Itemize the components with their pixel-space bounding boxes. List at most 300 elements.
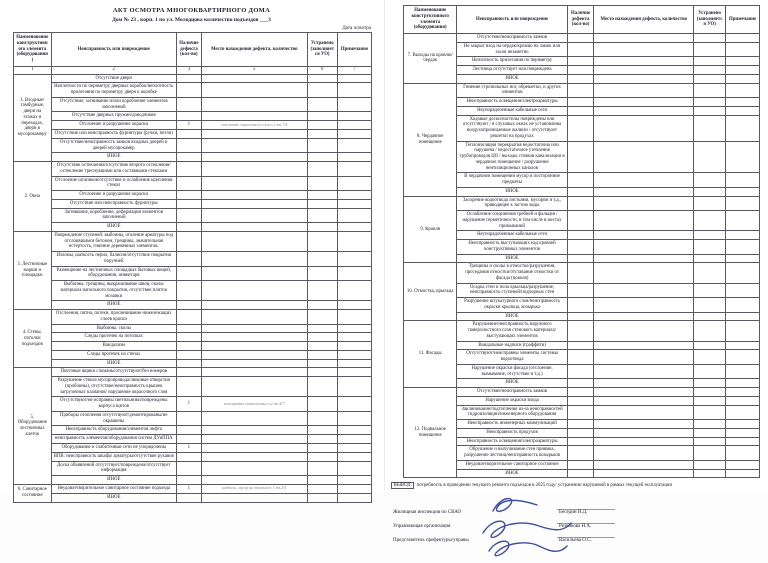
- defect-cell: ИНОЕ: [51, 153, 176, 162]
- qty-cell: [176, 301, 201, 310]
- table-row: [14, 397, 372, 412]
- fixed-cell: [307, 493, 337, 502]
- note-cell: [726, 263, 760, 283]
- note-cell: [337, 130, 371, 139]
- element-cell: 8. Чердачное помещение: [404, 83, 457, 196]
- fixed-cell: [307, 452, 337, 461]
- location-cell: [201, 112, 307, 121]
- location-cell: неисправны светильники п.2 эт.4/7: [201, 397, 307, 412]
- table-row: [14, 452, 372, 461]
- element-cell: 5. Оборудование лестничных клеток: [14, 368, 52, 485]
- defect-cell: Отсутствие остекления/отсутствие второго остекления/остекление треснувшими или составными стеклами: [51, 162, 176, 177]
- table-row: [404, 364, 760, 379]
- table-row: [404, 106, 760, 115]
- location-cell: [594, 74, 694, 83]
- defect-cell: Разрушение штукатурного слоя/неисправность окраски крыльца, козырька: [457, 298, 567, 313]
- note-cell: [337, 368, 371, 377]
- location-cell: [594, 469, 694, 478]
- note-cell: [337, 435, 371, 444]
- table-row: [14, 368, 372, 377]
- table-row: [404, 98, 760, 107]
- fixed-cell: [694, 66, 726, 75]
- qty-cell: [176, 223, 201, 232]
- fixed-cell: [307, 342, 337, 351]
- table-row: [404, 42, 760, 57]
- defect-cell: Отслоение штапиков/отсутствие и ослабление крепления стекол: [51, 176, 176, 191]
- table-row: [14, 191, 372, 200]
- note-cell: [337, 231, 371, 251]
- table-row: [14, 342, 372, 351]
- fixed-cell: [307, 301, 337, 310]
- defect-cell: Отсутствие/неисправность замков входных дверей и дверей мусорокамер: [51, 138, 176, 153]
- table-row: [404, 141, 760, 173]
- doc-subtitle: Дом № 23 , корп. 1 по ул. Молодцова количество подъездов ___3: [112, 17, 271, 23]
- table-row: [14, 97, 372, 112]
- note-cell: [337, 176, 371, 191]
- table-row: [404, 321, 760, 341]
- note-cell: [726, 173, 760, 188]
- fixed-cell: [694, 106, 726, 115]
- qty-cell: [176, 324, 201, 333]
- note-cell: [726, 420, 760, 429]
- location-cell: [201, 359, 307, 368]
- fixed-cell: [307, 377, 337, 397]
- fixed-cell: [694, 74, 726, 83]
- location-cell: отслоение окрасочного слоя п.2 эт.7/4: [201, 121, 307, 130]
- element-cell: 11. Фасады: [404, 321, 457, 388]
- note-cell: [337, 461, 371, 476]
- column-number: 1: [14, 66, 52, 74]
- element-cell: 4. Стены, потолки подъездов: [14, 310, 52, 368]
- qty-cell: [567, 34, 594, 43]
- note-cell: [337, 162, 371, 177]
- qty-cell: [567, 263, 594, 283]
- defect-cell: Неисправность освещения/электроарматуры: [457, 98, 567, 107]
- note-cell: [337, 359, 371, 368]
- note-cell: [726, 196, 760, 211]
- column-header: Неисправность или повреждение: [51, 33, 176, 67]
- location-cell: [594, 405, 694, 420]
- location-cell: [201, 411, 307, 426]
- qty-cell: [176, 350, 201, 359]
- qty-cell: [176, 461, 201, 476]
- element-cell: 2. Окна: [14, 162, 52, 232]
- location-cell: [594, 141, 694, 173]
- note-cell: [337, 153, 371, 162]
- fixed-cell: [307, 461, 337, 476]
- defect-cell: ИНОЕ: [51, 223, 176, 232]
- element-cell: 12. Подвальное помещение: [404, 388, 457, 478]
- note-cell: [726, 211, 760, 231]
- note-cell: [337, 411, 371, 426]
- note-cell: [337, 350, 371, 359]
- location-cell: [594, 98, 694, 107]
- signature-row: [393, 523, 693, 529]
- defect-cell: Неудовлетворительное санитарное состояние: [457, 460, 567, 469]
- table-row: [14, 130, 372, 139]
- table-row: [14, 83, 372, 98]
- column-number: 6: [307, 66, 337, 74]
- element-cell: 10. Отмостка, крыльца: [404, 263, 457, 321]
- defect-cell: Отсутствуют/не исправны светильники/повреждены корпуса щитов: [51, 397, 176, 412]
- qty-cell: [176, 493, 201, 502]
- fixed-cell: [307, 281, 337, 301]
- defect-cell: Отслоение и разрушение окраски: [51, 191, 176, 200]
- location-cell: [594, 341, 694, 350]
- location-cell: [201, 74, 307, 83]
- note-cell: [337, 397, 371, 412]
- location-cell: [201, 435, 307, 444]
- table-row: [14, 74, 372, 83]
- document-page-1: [0, 0, 383, 500]
- table-row: [14, 426, 372, 435]
- location-cell: [201, 333, 307, 342]
- qty-cell: [176, 342, 201, 351]
- qty-cell: [567, 211, 594, 231]
- note-cell: [337, 121, 371, 130]
- note-cell: [337, 83, 371, 98]
- fixed-cell: [694, 254, 726, 263]
- note-cell: [726, 379, 760, 388]
- fixed-cell: [307, 153, 337, 162]
- table-row: [14, 199, 372, 208]
- qty-cell: [176, 281, 201, 301]
- column-number: 7: [337, 66, 371, 74]
- defect-cell: ИНОЕ: [457, 379, 567, 388]
- defect-cell: Не закрыт вход на чердак/кровлю на замок или засов незаметно: [457, 42, 567, 57]
- qty-cell: [176, 476, 201, 485]
- qty-cell: [567, 446, 594, 461]
- fixed-cell: [307, 231, 337, 251]
- column-header: Примечание: [337, 33, 371, 67]
- note-cell: [337, 324, 371, 333]
- column-header: Место нахождения дефекта, количество: [201, 33, 307, 67]
- note-cell: [337, 74, 371, 83]
- qty-cell: [567, 83, 594, 98]
- table-row: [404, 379, 760, 388]
- table-header: [14, 33, 372, 75]
- defect-cell: Размещение на лестничных площадках бытовых вещей, оборудования, инвентаря: [51, 266, 176, 281]
- defect-cell: В чердачном помещении мусор и посторонние предметы: [457, 173, 567, 188]
- location-cell: [201, 350, 307, 359]
- fixed-cell: [307, 350, 337, 359]
- defect-cell: ИНОЕ: [457, 312, 567, 321]
- location-cell: [201, 301, 307, 310]
- qty-cell: [567, 173, 594, 188]
- location-cell: [201, 443, 307, 452]
- table-row: [404, 341, 760, 350]
- conclusion-line: [391, 483, 765, 489]
- note-cell: [726, 141, 760, 173]
- table-row: [14, 162, 372, 177]
- location-cell: [594, 388, 694, 397]
- defect-cell: Приборы отопления отсутствуют/демонтированы/не окрашены: [51, 411, 176, 426]
- note-cell: [726, 240, 760, 255]
- table-row: [14, 350, 372, 359]
- qty-cell: [176, 333, 201, 342]
- location-cell: [201, 368, 307, 377]
- defect-cell: ИНОЕ: [51, 493, 176, 502]
- fixed-cell: [694, 83, 726, 98]
- fixed-cell: [307, 138, 337, 153]
- column-header: Наличие дефекта (кол-во): [176, 33, 201, 67]
- table-body: [404, 34, 760, 478]
- qty-cell: [567, 57, 594, 66]
- note-cell: [726, 83, 760, 98]
- note-cell: [337, 377, 371, 397]
- table-row: [14, 223, 372, 232]
- note-cell: [726, 98, 760, 107]
- location-cell: [201, 97, 307, 112]
- fixed-cell: [307, 162, 337, 177]
- qty-cell: [176, 435, 201, 444]
- table-row: [404, 231, 760, 240]
- qty-cell: [567, 379, 594, 388]
- qty-cell: [567, 115, 594, 141]
- table-row: [14, 231, 372, 251]
- defect-cell: Разрушение/неисправность наружного поверхностного слоя стенового материала/выступающих элементов: [457, 321, 567, 341]
- location-cell: [201, 310, 307, 325]
- note-cell: [726, 350, 760, 365]
- table-row: [14, 153, 372, 162]
- location-cell: [201, 426, 307, 435]
- defect-cell: ИНОЕ: [457, 469, 567, 478]
- fixed-cell: [694, 312, 726, 321]
- fixed-cell: [307, 435, 337, 444]
- note-cell: [726, 469, 760, 478]
- defect-cell: Осадка стен и пола крыльца/разрушение, неисправность ступеней/подпорных стен: [457, 283, 567, 298]
- fixed-cell: [307, 484, 337, 493]
- defect-cell: Отсутствие двери: [51, 74, 176, 83]
- qty-cell: [567, 74, 594, 83]
- location-cell: [201, 476, 307, 485]
- defect-cell: ВПВ: неисправность шкафа/ арматуры/отсутствие рукавов: [51, 452, 176, 461]
- defect-cell: Трещины и сколы в отмостке/разрушения, проседания отмостки/отставание отмостки от фасада (цоколя): [457, 263, 567, 283]
- note-cell: [726, 396, 760, 405]
- qty-cell: [176, 83, 201, 98]
- note-cell: [726, 74, 760, 83]
- fixed-cell: [694, 211, 726, 231]
- header-row: [404, 6, 760, 34]
- qty-cell: [176, 252, 201, 267]
- table-row: [404, 240, 760, 255]
- defect-cell: Отсутствие/неисправность замков: [457, 388, 567, 397]
- qty-cell: [567, 231, 594, 240]
- note-cell: [726, 42, 760, 57]
- defect-cell: Неисправность освещения/электроарматуры: [457, 437, 567, 446]
- table-row: [404, 83, 760, 98]
- location-cell: [594, 420, 694, 429]
- note-cell: [337, 484, 371, 493]
- table-row: [404, 446, 760, 461]
- defect-cell: ИНОЕ: [51, 301, 176, 310]
- qty-cell: [567, 283, 594, 298]
- fixed-cell: [694, 341, 726, 350]
- qty-cell: [567, 42, 594, 57]
- table-row: [14, 281, 372, 301]
- defect-cell: ИНОЕ: [457, 74, 567, 83]
- fixed-cell: [694, 405, 726, 420]
- fixed-cell: [694, 263, 726, 283]
- signature-role: Представитель префектуры/управы: [393, 538, 469, 544]
- defect-cell: Отсутствие/неисправность замков: [457, 34, 567, 43]
- location-cell: [201, 191, 307, 200]
- table-row: [404, 428, 760, 437]
- defect-cell: Выбоины, трещины, выкрашивание швов, сколы материала напольного покрытия, отсутствие плиток мозаики: [51, 281, 176, 301]
- column-number: 5: [201, 66, 307, 74]
- table-row: [14, 484, 372, 493]
- qty-cell: [176, 138, 201, 153]
- fixed-cell: [694, 34, 726, 43]
- element-cell: 7. Выходы на кровлю/чердак: [404, 34, 457, 84]
- fixed-cell: [694, 420, 726, 429]
- column-header: Неисправность или повреждение: [457, 6, 567, 34]
- defect-cell: Ослабление соединения гребней и фальцев / нарушение герметичности, в том числе в местах примыканий: [457, 211, 567, 231]
- table-row: [14, 138, 372, 153]
- defect-cell: Загнивание, коробление, деформация элементов заполнений: [51, 208, 176, 223]
- defect-cell: Нарушение окраски фасада (отслоение, вымывание, отсутствие и т.д.): [457, 364, 567, 379]
- note-cell: [337, 310, 371, 325]
- location-cell: [201, 83, 307, 98]
- table-row: [14, 176, 372, 191]
- note-cell: [337, 493, 371, 502]
- qty-cell: [567, 420, 594, 429]
- table-row: [14, 476, 372, 485]
- location-cell: [201, 208, 307, 223]
- table-row: [404, 34, 760, 43]
- location-cell: [594, 196, 694, 211]
- qty-cell: [567, 388, 594, 397]
- table-row: [404, 350, 760, 365]
- signature-row: [393, 537, 693, 543]
- element-cell: 1. Входные/тамбурные, двери на этажах и переходах, двери в мусорокамеру: [14, 74, 52, 162]
- header-row: [14, 33, 372, 67]
- qty-cell: [567, 364, 594, 379]
- table-row: [404, 74, 760, 83]
- fixed-cell: [694, 428, 726, 437]
- defect-cell: Неисправность выступающих над кровлей конструктивных элементов: [457, 240, 567, 255]
- qty-cell: [567, 66, 594, 75]
- element-cell: 9. Кровля: [404, 196, 457, 263]
- fixed-cell: [307, 208, 337, 223]
- location-cell: надписи, мусор на этажах п.1 эт.2/4: [201, 484, 307, 493]
- fixed-cell: [307, 397, 337, 412]
- fixed-cell: [307, 112, 337, 121]
- note-cell: [726, 231, 760, 240]
- table-row: [14, 208, 372, 223]
- defect-cell: Вандализм: [51, 342, 176, 351]
- defect-cell: Изломы, шаткость перил, балясин/отсутствие покрытия поручней: [51, 252, 176, 267]
- location-cell: [594, 364, 694, 379]
- defect-cell: Нарушение окраски входа: [457, 396, 567, 405]
- fixed-cell: [694, 396, 726, 405]
- element-cell: 3. Лестничные марши и площадки: [14, 231, 52, 309]
- defect-cell: ИНОЕ: [457, 187, 567, 196]
- note-cell: [337, 208, 371, 223]
- note-cell: [726, 364, 760, 379]
- qty-cell: [176, 153, 201, 162]
- location-cell: [594, 428, 694, 437]
- location-cell: [201, 130, 307, 139]
- qty-cell: [567, 469, 594, 478]
- qty-cell: [176, 426, 201, 435]
- doc-title: АКТ ОСМОТРА МНОГОКВАРТИРНОГО ДОМА: [112, 7, 271, 14]
- qty-cell: [567, 428, 594, 437]
- location-cell: [594, 187, 694, 196]
- table-row: [14, 493, 372, 502]
- table-row: [14, 461, 372, 476]
- note-cell: [726, 321, 760, 341]
- inspection-date-label: Дата осмотра: [342, 26, 371, 31]
- location-cell: [594, 312, 694, 321]
- location-cell: [201, 461, 307, 476]
- fixed-cell: [307, 443, 337, 452]
- table-row: [404, 469, 760, 478]
- location-cell: [594, 83, 694, 98]
- fixed-cell: [307, 426, 337, 435]
- defect-cell: Неудовлетворительное санитарное состояние подъезда: [51, 484, 176, 493]
- signature-role: Управляющая организация: [393, 524, 451, 530]
- fixed-cell: [307, 359, 337, 368]
- note-cell: [337, 191, 371, 200]
- fixed-cell: [307, 368, 337, 377]
- table-row: [404, 396, 760, 405]
- qty-cell: [567, 312, 594, 321]
- defect-cell: Отсутствие или неисправность фурнитуры: [51, 199, 176, 208]
- table-row: [14, 435, 372, 444]
- note-cell: [726, 106, 760, 115]
- location-cell: [201, 342, 307, 351]
- location-cell: [201, 493, 307, 502]
- qty-cell: [176, 377, 201, 397]
- column-header: Устранено (заполняется УО): [307, 33, 337, 67]
- location-cell: [594, 240, 694, 255]
- note-cell: [337, 266, 371, 281]
- note-cell: [726, 428, 760, 437]
- qty-cell: [176, 130, 201, 139]
- table-row: [404, 211, 760, 231]
- location-cell: [594, 446, 694, 461]
- table-row: [14, 359, 372, 368]
- location-cell: [594, 231, 694, 240]
- qty-cell: [567, 187, 594, 196]
- qty-cell: [176, 359, 201, 368]
- qty-cell: [176, 199, 201, 208]
- qty-cell: [567, 106, 594, 115]
- location-cell: [201, 281, 307, 301]
- qty-cell: [176, 266, 201, 281]
- fixed-cell: [307, 476, 337, 485]
- table-row: [404, 437, 760, 446]
- location-cell: [594, 460, 694, 469]
- defect-cell: Вандальные надписи (граффити): [457, 341, 567, 350]
- note-cell: [337, 452, 371, 461]
- fixed-cell: [307, 176, 337, 191]
- defect-cell: Неисправность инженерных коммуникаций: [457, 420, 567, 429]
- location-cell: [594, 321, 694, 341]
- defect-cell: Повреждение ступеней: выбоины, оголение арматуры под отслоившимся бетоном, трещины, значительная истертость, гниение деревянных элементов.: [51, 231, 176, 251]
- fixed-cell: [694, 141, 726, 173]
- location-cell: [201, 252, 307, 267]
- fixed-cell: [694, 115, 726, 141]
- location-cell: [594, 396, 694, 405]
- qty-cell: [567, 196, 594, 211]
- location-cell: [594, 350, 694, 365]
- note-cell: [726, 388, 760, 397]
- location-cell: [594, 283, 694, 298]
- location-cell: [201, 162, 307, 177]
- location-cell: [594, 211, 694, 231]
